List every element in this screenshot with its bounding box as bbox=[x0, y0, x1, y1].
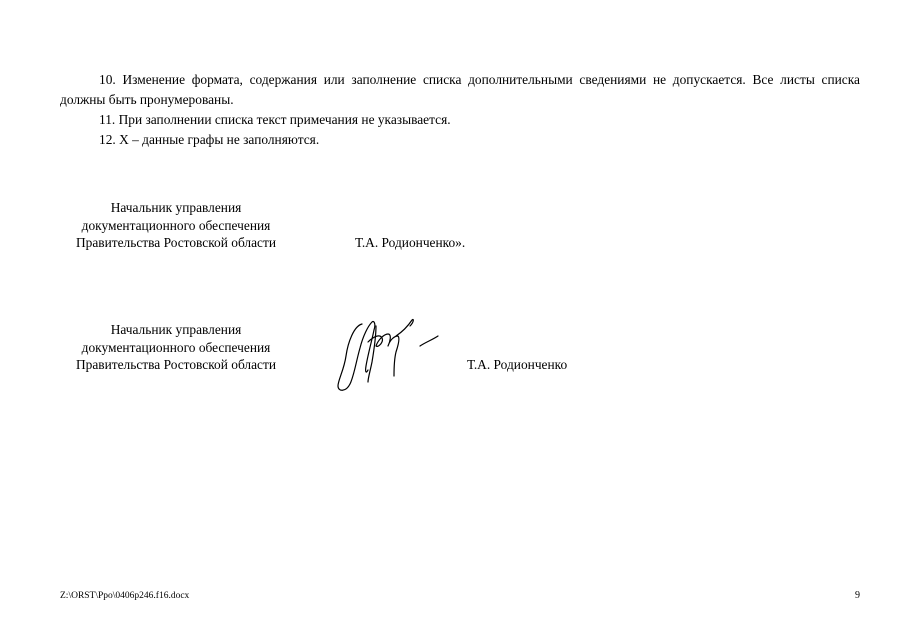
signatory-name-2: Т.А. Родионченко bbox=[467, 357, 568, 372]
footer-file-path: Z:\ORST\Ppo\0406p246.f16.docx bbox=[60, 591, 190, 601]
paragraph-item-11: 11. При заполнении списка текст примечания не указывается. bbox=[99, 112, 451, 127]
paragraph-item-12: 12. Х – данные графы не заполняются. bbox=[99, 132, 320, 147]
signatory-title-line-1: Начальник управления bbox=[110, 200, 242, 215]
handwritten-signature-icon bbox=[332, 312, 444, 396]
signatory-title-line-1: Начальник управления bbox=[110, 322, 242, 337]
paragraph-item-10: 10. Изменение формата, содержания или заполнение списка дополнительными сведениями не допускается. Все листы списка должны быть пронумерованы. bbox=[60, 72, 860, 107]
signatory-title-line-3: Правительства Ростовской области bbox=[75, 357, 277, 372]
signatory-title-line-3: Правительства Ростовской области bbox=[75, 235, 277, 250]
page-number: 9 bbox=[855, 590, 860, 601]
signatory-title-line-2: документационного обеспечения bbox=[81, 339, 271, 355]
signatory-title-line-2: документационного обеспечения bbox=[81, 217, 271, 233]
signatory-name-1: Т.А. Родионченко». bbox=[355, 235, 466, 250]
signatory-title-block-2 bbox=[60, 321, 292, 374]
signatory-title-block-1 bbox=[60, 199, 292, 252]
